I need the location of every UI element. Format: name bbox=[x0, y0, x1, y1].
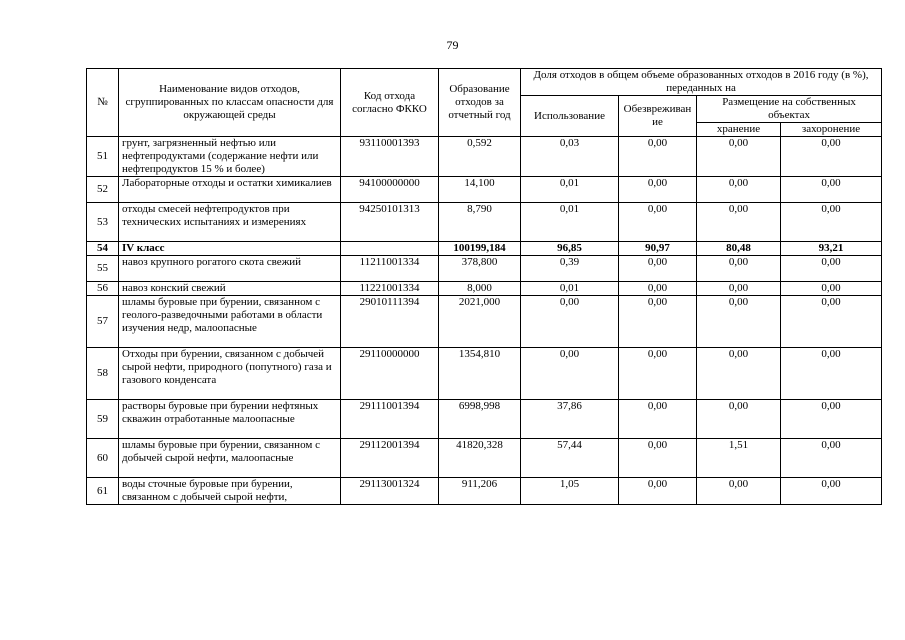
cell-use: 0,39 bbox=[521, 256, 619, 282]
cell-formation: 8,790 bbox=[439, 203, 521, 242]
header-num: № bbox=[87, 69, 119, 137]
cell-code bbox=[341, 242, 439, 256]
cell-burial: 93,21 bbox=[781, 242, 882, 256]
table-row bbox=[87, 439, 882, 478]
header-code: Код отхода согласно ФККО bbox=[341, 69, 439, 137]
cell-storage: 0,00 bbox=[697, 478, 781, 505]
cell-code: 29113001324 bbox=[341, 478, 439, 505]
header-share: Доля отходов в общем объеме образованных отходов в 2016 году (в %), переданных на bbox=[521, 69, 882, 96]
cell-neutralization: 0,00 bbox=[619, 439, 697, 478]
cell-code: 11221001334 bbox=[341, 282, 439, 296]
cell-burial: 0,00 bbox=[781, 348, 882, 400]
cell-name: Лабораторные отходы и остатки химикалиев bbox=[119, 177, 341, 203]
header-name: Наименование видов отходов, сгруппированных по классам опасности для окружающей среды bbox=[119, 69, 341, 137]
cell-storage: 1,51 bbox=[697, 439, 781, 478]
cell-burial: 0,00 bbox=[781, 177, 882, 203]
cell-code: 29111001394 bbox=[341, 400, 439, 439]
cell-name: отходы смесей нефтепродуктов при технических испытаниях и измерениях bbox=[119, 203, 341, 242]
cell-formation: 41820,328 bbox=[439, 439, 521, 478]
cell-name: растворы буровые при бурении нефтяных скважин отработанные малоопасные bbox=[119, 400, 341, 439]
cell-burial: 0,00 bbox=[781, 439, 882, 478]
cell-formation: 378,800 bbox=[439, 256, 521, 282]
cell-burial: 0,00 bbox=[781, 203, 882, 242]
page-number: 79 bbox=[446, 38, 459, 52]
cell-code: 94100000000 bbox=[341, 177, 439, 203]
cell-use: 37,86 bbox=[521, 400, 619, 439]
cell-use: 96,85 bbox=[521, 242, 619, 256]
cell-name: Отходы при бурении, связанном с добычей сырой нефти, природного (попутного) газа и газового конденсата bbox=[119, 348, 341, 400]
cell-num: 51 bbox=[87, 137, 119, 177]
cell-name: шламы буровые при бурении, связанном с геолого-разведочными работами в области изучения недр, малоопасные bbox=[119, 296, 341, 348]
cell-num: 61 bbox=[87, 478, 119, 505]
cell-neutralization: 90,97 bbox=[619, 242, 697, 256]
cell-num: 54 bbox=[87, 242, 119, 256]
cell-use: 1,05 bbox=[521, 478, 619, 505]
table-row bbox=[87, 282, 882, 296]
cell-burial: 0,00 bbox=[781, 137, 882, 177]
cell-num: 55 bbox=[87, 256, 119, 282]
cell-name: грунт, загрязненный нефтью или нефтепродуктами (содержание нефти или нефтепродуктов 15 % и более) bbox=[119, 137, 341, 177]
cell-num: 57 bbox=[87, 296, 119, 348]
cell-neutralization: 0,00 bbox=[619, 137, 697, 177]
header-formation: Образование отходов за отчетный год bbox=[439, 69, 521, 137]
cell-use: 57,44 bbox=[521, 439, 619, 478]
cell-code: 29110000000 bbox=[341, 348, 439, 400]
table-row bbox=[87, 137, 882, 177]
cell-neutralization: 0,00 bbox=[619, 282, 697, 296]
table-row bbox=[87, 177, 882, 203]
cell-use: 0,01 bbox=[521, 203, 619, 242]
cell-storage: 0,00 bbox=[697, 203, 781, 242]
table-row bbox=[87, 348, 882, 400]
cell-num: 60 bbox=[87, 439, 119, 478]
cell-formation: 6998,998 bbox=[439, 400, 521, 439]
cell-code: 93110001393 bbox=[341, 137, 439, 177]
cell-use: 0,00 bbox=[521, 348, 619, 400]
cell-code: 94250101313 bbox=[341, 203, 439, 242]
table-body bbox=[87, 137, 882, 505]
cell-use: 0,01 bbox=[521, 177, 619, 203]
cell-num: 59 bbox=[87, 400, 119, 439]
cell-name: навоз крупного рогатого скота свежий bbox=[119, 256, 341, 282]
table-row bbox=[87, 400, 882, 439]
cell-storage: 0,00 bbox=[697, 400, 781, 439]
cell-neutralization: 0,00 bbox=[619, 203, 697, 242]
table-row bbox=[87, 478, 882, 505]
waste-table bbox=[86, 68, 882, 505]
cell-neutralization: 0,00 bbox=[619, 400, 697, 439]
table-row bbox=[87, 203, 882, 242]
cell-neutralization: 0,00 bbox=[619, 256, 697, 282]
cell-num: 53 bbox=[87, 203, 119, 242]
cell-neutralization: 0,00 bbox=[619, 177, 697, 203]
cell-neutralization: 0,00 bbox=[619, 478, 697, 505]
cell-storage: 80,48 bbox=[697, 242, 781, 256]
cell-formation: 0,592 bbox=[439, 137, 521, 177]
cell-code: 29112001394 bbox=[341, 439, 439, 478]
cell-burial: 0,00 bbox=[781, 282, 882, 296]
cell-use: 0,00 bbox=[521, 296, 619, 348]
cell-formation: 2021,000 bbox=[439, 296, 521, 348]
cell-code: 29010111394 bbox=[341, 296, 439, 348]
cell-name: воды сточные буровые при бурении, связанном с добычей сырой нефти, bbox=[119, 478, 341, 505]
cell-use: 0,01 bbox=[521, 282, 619, 296]
cell-burial: 0,00 bbox=[781, 400, 882, 439]
header-placement: Размещение на собственных объектах bbox=[697, 96, 882, 123]
cell-name: IV класс bbox=[119, 242, 341, 256]
cell-num: 56 bbox=[87, 282, 119, 296]
table-row bbox=[87, 242, 882, 256]
cell-formation: 911,206 bbox=[439, 478, 521, 505]
cell-storage: 0,00 bbox=[697, 256, 781, 282]
cell-storage: 0,00 bbox=[697, 348, 781, 400]
cell-burial: 0,00 bbox=[781, 296, 882, 348]
cell-formation: 14,100 bbox=[439, 177, 521, 203]
cell-burial: 0,00 bbox=[781, 478, 882, 505]
cell-neutralization: 0,00 bbox=[619, 296, 697, 348]
cell-neutralization: 0,00 bbox=[619, 348, 697, 400]
cell-formation: 100199,184 bbox=[439, 242, 521, 256]
header-storage: хранение bbox=[697, 123, 781, 137]
cell-num: 52 bbox=[87, 177, 119, 203]
table-row bbox=[87, 296, 882, 348]
cell-num: 58 bbox=[87, 348, 119, 400]
table-row bbox=[87, 256, 882, 282]
cell-use: 0,03 bbox=[521, 137, 619, 177]
cell-burial: 0,00 bbox=[781, 256, 882, 282]
cell-name: навоз конский свежий bbox=[119, 282, 341, 296]
cell-storage: 0,00 bbox=[697, 296, 781, 348]
header-burial: захоронение bbox=[781, 123, 882, 137]
cell-storage: 0,00 bbox=[697, 137, 781, 177]
cell-name: шламы буровые при бурении, связанном с добычей сырой нефти, малоопасные bbox=[119, 439, 341, 478]
cell-formation: 1354,810 bbox=[439, 348, 521, 400]
cell-code: 11211001334 bbox=[341, 256, 439, 282]
header-neutralization: Обезвреживание bbox=[619, 96, 697, 137]
cell-storage: 0,00 bbox=[697, 177, 781, 203]
cell-formation: 8,000 bbox=[439, 282, 521, 296]
header-use: Использование bbox=[521, 96, 619, 137]
cell-storage: 0,00 bbox=[697, 282, 781, 296]
